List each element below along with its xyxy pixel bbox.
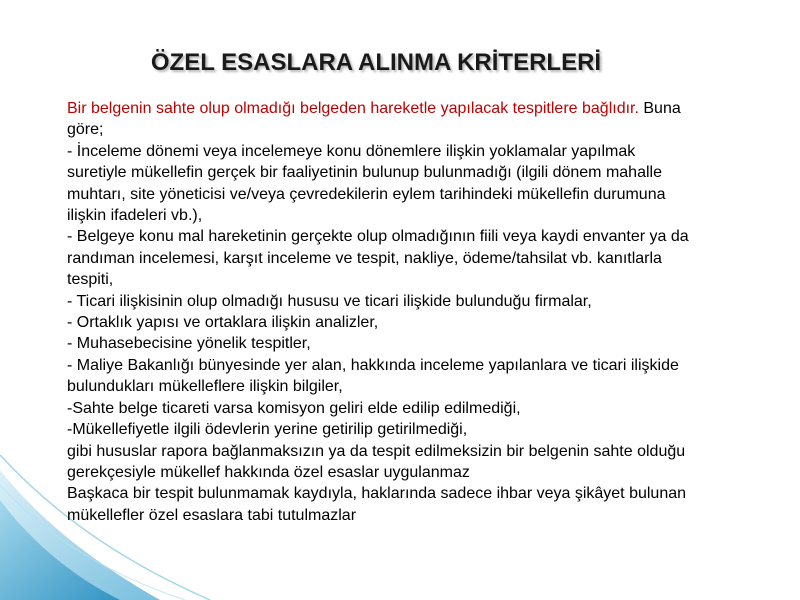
- line-text: suretiyle mükellefin gerçek bir faaliyetinin bulunup bulunmadığı (ilgili dönem mahalle: [67, 164, 662, 182]
- body-line: [67, 269, 767, 290]
- line-text: bulundukları mükelleflere ilişkin bilgiler,: [67, 378, 343, 396]
- line-text: - Muhasebecisine yönelik tespitler,: [67, 335, 311, 353]
- body-line: [67, 355, 767, 376]
- body-line: [67, 141, 767, 162]
- line-text: - Ortaklık yapısı ve ortaklara ilişkin analizler,: [67, 314, 379, 332]
- line-text: mükellefler özel esaslara tabi tutulmazlar: [67, 506, 357, 524]
- highlighted-text: Bir belgenin sahte olup olmadığı belgeden hareketle yapılacak tespitlere bağlıdır.: [67, 100, 639, 117]
- body-line: [67, 291, 767, 312]
- body-line: [67, 184, 767, 205]
- slide-title: ÖZEL ESASLARA ALINMA KRİTERLERİ: [150, 49, 602, 76]
- line-text: gibi hususlar rapora bağlanmaksızın ya da tespit edilmeksizin bir belgenin sahte olduğu: [67, 442, 686, 460]
- body-line: [67, 98, 767, 119]
- line-text: gerekçesiyle mükellef hakkında özel esaslar uygulanmaz: [67, 463, 470, 481]
- body-line: [67, 441, 767, 462]
- body-line: [67, 162, 767, 183]
- body-line: [67, 483, 767, 504]
- line-text: ilişkin ifadeleri vb.),: [67, 207, 203, 225]
- line-text: - Maliye Bakanlığı bünyesinde yer alan, hakkında inceleme yapılanlara ve ticari ilişkide: [67, 356, 679, 374]
- body-line: [67, 333, 767, 354]
- line-text: randıman incelemesi, karşıt inceleme ve tespit, nakliye, ödeme/tahsilat vb. kanıtlarla: [67, 249, 662, 267]
- line-text: göre;: [67, 121, 104, 139]
- body-line: [67, 398, 767, 419]
- line-text: -Mükellefiyetle ilgili ödevlerin yerine getirilip getirilmediği,: [67, 421, 468, 439]
- body-line: [67, 505, 767, 526]
- slide-body: [67, 98, 767, 526]
- line-text: Buna: [638, 100, 681, 117]
- body-line: [67, 419, 767, 440]
- line-text: tespiti,: [67, 271, 114, 289]
- line-text: - Belgeye konu mal hareketinin gerçekte olup olmadığının fiili veya kaydi envanter ya da: [67, 228, 689, 246]
- body-line: [67, 312, 767, 333]
- line-text: Başkaca bir tespit bulunmamak kaydıyla, haklarında sadece ihbar veya şikâyet bulunan: [67, 485, 687, 503]
- body-line: [67, 462, 767, 483]
- line-text: -Sahte belge ticareti varsa komisyon geliri elde edilip edilmediği,: [67, 399, 521, 417]
- line-text: - Ticari ilişkisinin olup olmadığı hususu ve ticari ilişkide bulunduğu firmalar,: [67, 292, 592, 310]
- body-line: [67, 226, 767, 247]
- body-line: [67, 119, 767, 140]
- body-line: [67, 248, 767, 269]
- body-line: [67, 376, 767, 397]
- line-text: - İnceleme dönemi veya incelemeye konu dönemlere ilişkin yoklamalar yapılmak: [67, 142, 636, 160]
- body-line: [67, 205, 767, 226]
- line-text: muhtarı, site yöneticisi ve/veya çevredekilerin eylem tarihindeki mükellefin durumuna: [67, 185, 666, 203]
